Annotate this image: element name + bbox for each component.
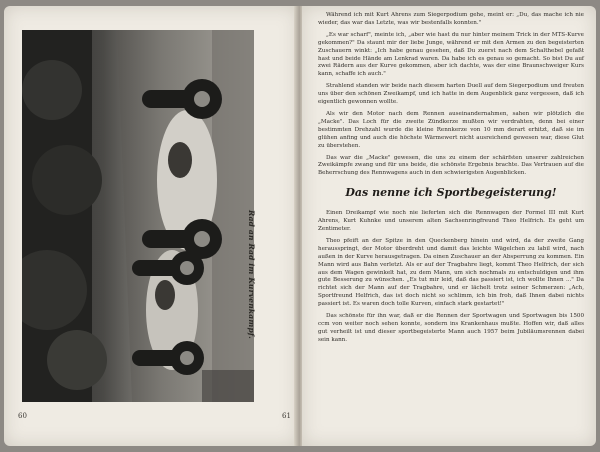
article-text — [318, 12, 584, 349]
paragraph: Einen Dreikampf wie noch nie lieferten sich die Rennwagen der Formel III mit Kurt Ahrens, Kurt Kuhnke und unserem alten Sachsenringfreund Theo Helfrich. Es geht um Zentimeter. — [318, 210, 584, 233]
section-heading: Das nenne ich Sportbegeisterung! — [345, 186, 557, 200]
page-number-left: 60 — [18, 412, 27, 420]
paragraph: Als wir den Motor nach dem Rennen auseinandernahmen, sahen wir plötzlich die „Macke". Das Loch für die zweite Zündkerze mußten wir verdrahten, denn bei einer bestimmten Drehzahl wurde die kleine Rennkerze von 10 mm derart erhitzt, daß sie im glühen anfing und auch die höchste Wärmewert nicht ausreichend gewesen war, diese Glut zu überstehen. — [318, 110, 584, 149]
photo-caption: Rad an Rad im Kurvenkampf. — [247, 210, 256, 339]
paragraph: „Es war scharf", meinte ich, „aber wie hast du nur hinter meinem Trick in der MTS-Kurve gekommen?" Da staunt mir der liebe Junge, während er mit den Armen zu den begeisterten Zuschauern winkt: „Ich habe genau gesehen, daß Du zuerst nach dem Schalthebel gefaßt hast und beide Hände am Lenkrad waren. Da habe ich es genau so gemacht. So bist Du auf zwei Rädern aus der Kurve gekommen, aber ich dachte, was der eine Braunschweiger Kurs kann, schaffe ich auch." — [318, 31, 584, 78]
racing-photo-illustration — [22, 30, 254, 402]
paragraph: Das war die „Macke" gewesen, die uns zu einem der schärfsten unserer zahlreichen Zweikämpfe zwang und für uns beide, die schönste Ergebnis brachte. Das Vertrauen auf die Beherrschung des Rennwagens auch in den schwierigsten Augenblicken. — [318, 154, 584, 177]
racing-photo — [22, 30, 254, 402]
paragraph: Das schönste für ihn war, daß er die Rennen der Sportwagen und Sportwagen bis 1500 ccm von weiter noch sehen konnte, sondern ins Krankenhaus mußte. Hoffen wir, daß alles gut verheilt ist und dieser sportbegeisterte Mann auch 1957 beim Jubiläumsrennen dabei sein kann. — [318, 313, 584, 343]
paragraph: Strahlend standen wir beide nach diesem harten Duell auf dem Siegerpodium und freuten uns über den schönen Zweikampf, und ich hatte in dem Augenblick ganz vergessen, daß ich eigentlich gewonnen wollte. — [318, 83, 584, 106]
paragraph: Theo pfeift an der Spitze in den Queckenberg hinein und wird, da der zweite Gang herausspringt, der Motor überdreht und damit das leichte Wägelchen zu labil wird, nach außen in der Kurve herausgetragen. Da einen Zuschauer an der Absperrung zu kommen. Ein Mann wird aus Bahn verletzt. Als er auf der Tragbahre liegt, kommt Theo Helfrich, der sich aus dem Wagen gewinkelt hat, zu dem Mann, um sich nochmals zu entschuldigen und ihm gute Besserung zu wünschen. „Es tut mir leid, daß das passiert ist, ich wollte Ihnen ..." Da richtet sich der Mann auf der Tragbahre, und er lächelt trotz seiner Schmerzen: „Ach, Sportfreund Helfrich, das ist doch nicht so schlimm, ich bin froh, daß Ihnen dabei nichts passiert ist. Es waren doch tolle Kurven, einfach stark gestartet!" — [318, 237, 584, 308]
page-number-right: 61 — [282, 412, 291, 420]
paragraph: Während ich mit Kurt Ahrens zum Siegerpodium gehe, meint er: „Du, das mache ich nie wieder, das war das Letzte, was wir bestenfalls konnten." — [318, 12, 584, 26]
